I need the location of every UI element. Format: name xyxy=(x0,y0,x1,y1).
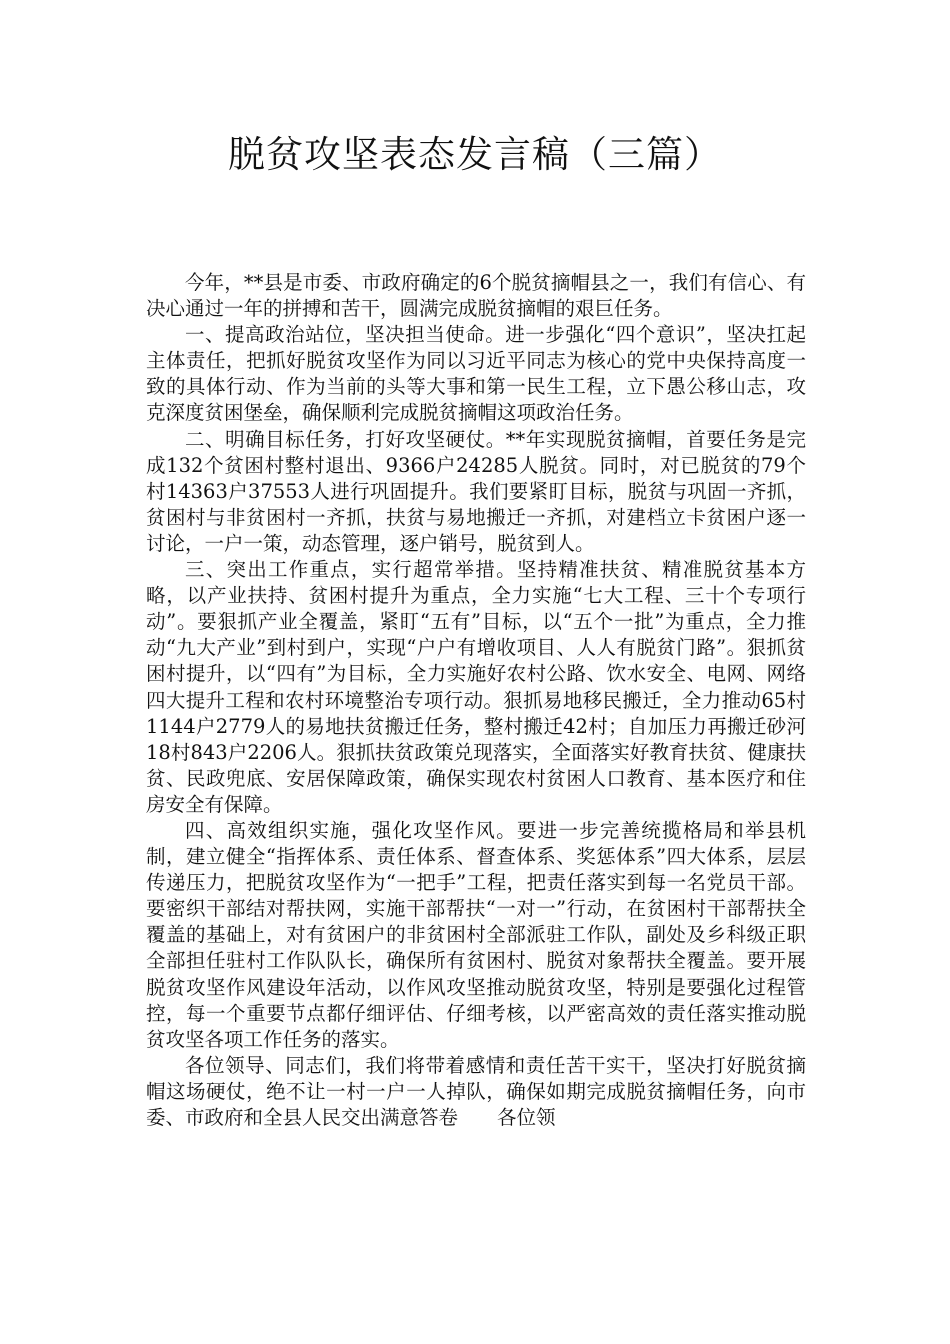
document-title: 脱贫攻坚表态发言稿（三篇） xyxy=(228,133,722,176)
paragraph-section-2: 二、明确目标任务，打好攻坚硬仗。**年实现脱贫摘帽，首要任务是完成132个贫困村整村退出、9366户24285人脱贫。同时，对已脱贫的79个村14363户37553人进行巩固提升。我们要紧盯目标，脱贫与巩固一齐抓，贫困村与非贫困村一齐抓，扶贫与易地搬迁一齐抓，对建档立卡贫困户逐一讨论，一户一策，动态管理，逐户销号，脱贫到人。 xyxy=(146,427,806,555)
paragraph-section-3: 三、突出工作重点，实行超常举措。坚持精准扶贫、精准脱贫基本方略，以产业扶持、贫困村提升为重点，全力实施“七大工程、三十个专项行动”。要狠抓产业全覆盖，紧盯“五有”目标，以“五个一批”为重点，全力推动“九大产业”到村到户，实现“户户有增收项目、人人有脱贫门路”。狠抓贫困村提升，以“四有”为目标，全力实施好农村公路、饮水安全、电网、网络四大提升工程和农村环境整治专项行动。狠抓易地移民搬迁，全力推动65村1144户2779人的易地扶贫搬迁任务，整村搬迁42村；自加压力再搬迁砂河18村843户2206人。狠抓扶贫政策兑现落实，全面落实好教育扶贫、健康扶贫、民政兜底、安居保障政策，确保实现农村贫困人口教育、基本医疗和住房安全有保障。 xyxy=(146,558,806,816)
paragraph-section-1: 一、提高政治站位，坚决担当使命。进一步强化“四个意识”，坚决扛起主体责任，把抓好脱贫攻坚作为同以习近平同志为核心的党中央保持高度一致的具体行动、作为当前的头等大事和第一民生工程，立下愚公移山志，攻克深度贫困堡垒，确保顺利完成脱贫摘帽这项政治任务。 xyxy=(146,323,806,425)
paragraph-intro: 今年，**县是市委、市政府确定的6个脱贫摘帽县之一，我们有信心、有决心通过一年的拼搏和苦干，圆满完成脱贫摘帽的艰巨任务。 xyxy=(146,271,806,321)
document-body xyxy=(146,270,806,1131)
paragraph-section-4: 四、高效组织实施，强化攻坚作风。要进一步完善统揽格局和举县机制，建立健全“指挥体系、责任体系、督查体系、奖惩体系”四大体系，层层传递压力，把脱贫攻坚作为“一把手”工程，把责任落实到每一名党员干部。要密织干部结对帮扶网，实施干部帮扶“一对一”行动，在贫困村干部帮扶全覆盖的基础上，对有贫困户的非贫困村全部派驻工作队，副处及乡科级正职全部担任驻村工作队队长，确保所有贫困村、脱贫对象帮扶全覆盖。要开展脱贫攻坚作风建设年活动，以作风攻坚推动脱贫攻坚，特别是要强化过程管控，每一个重要节点都仔细评估、仔细考核，以严密高效的责任落实推动脱贫攻坚各项工作任务的落实。 xyxy=(146,818,806,1051)
paragraph-closing: 各位领导、同志们，我们将带着感情和责任苦干实干，坚决打好脱贫摘帽这场硬仗，绝不让一村一户一人掉队，确保如期完成脱贫摘帽任务，向市委、市政府和全县人民交出满意答卷 各位领 xyxy=(146,1053,806,1129)
